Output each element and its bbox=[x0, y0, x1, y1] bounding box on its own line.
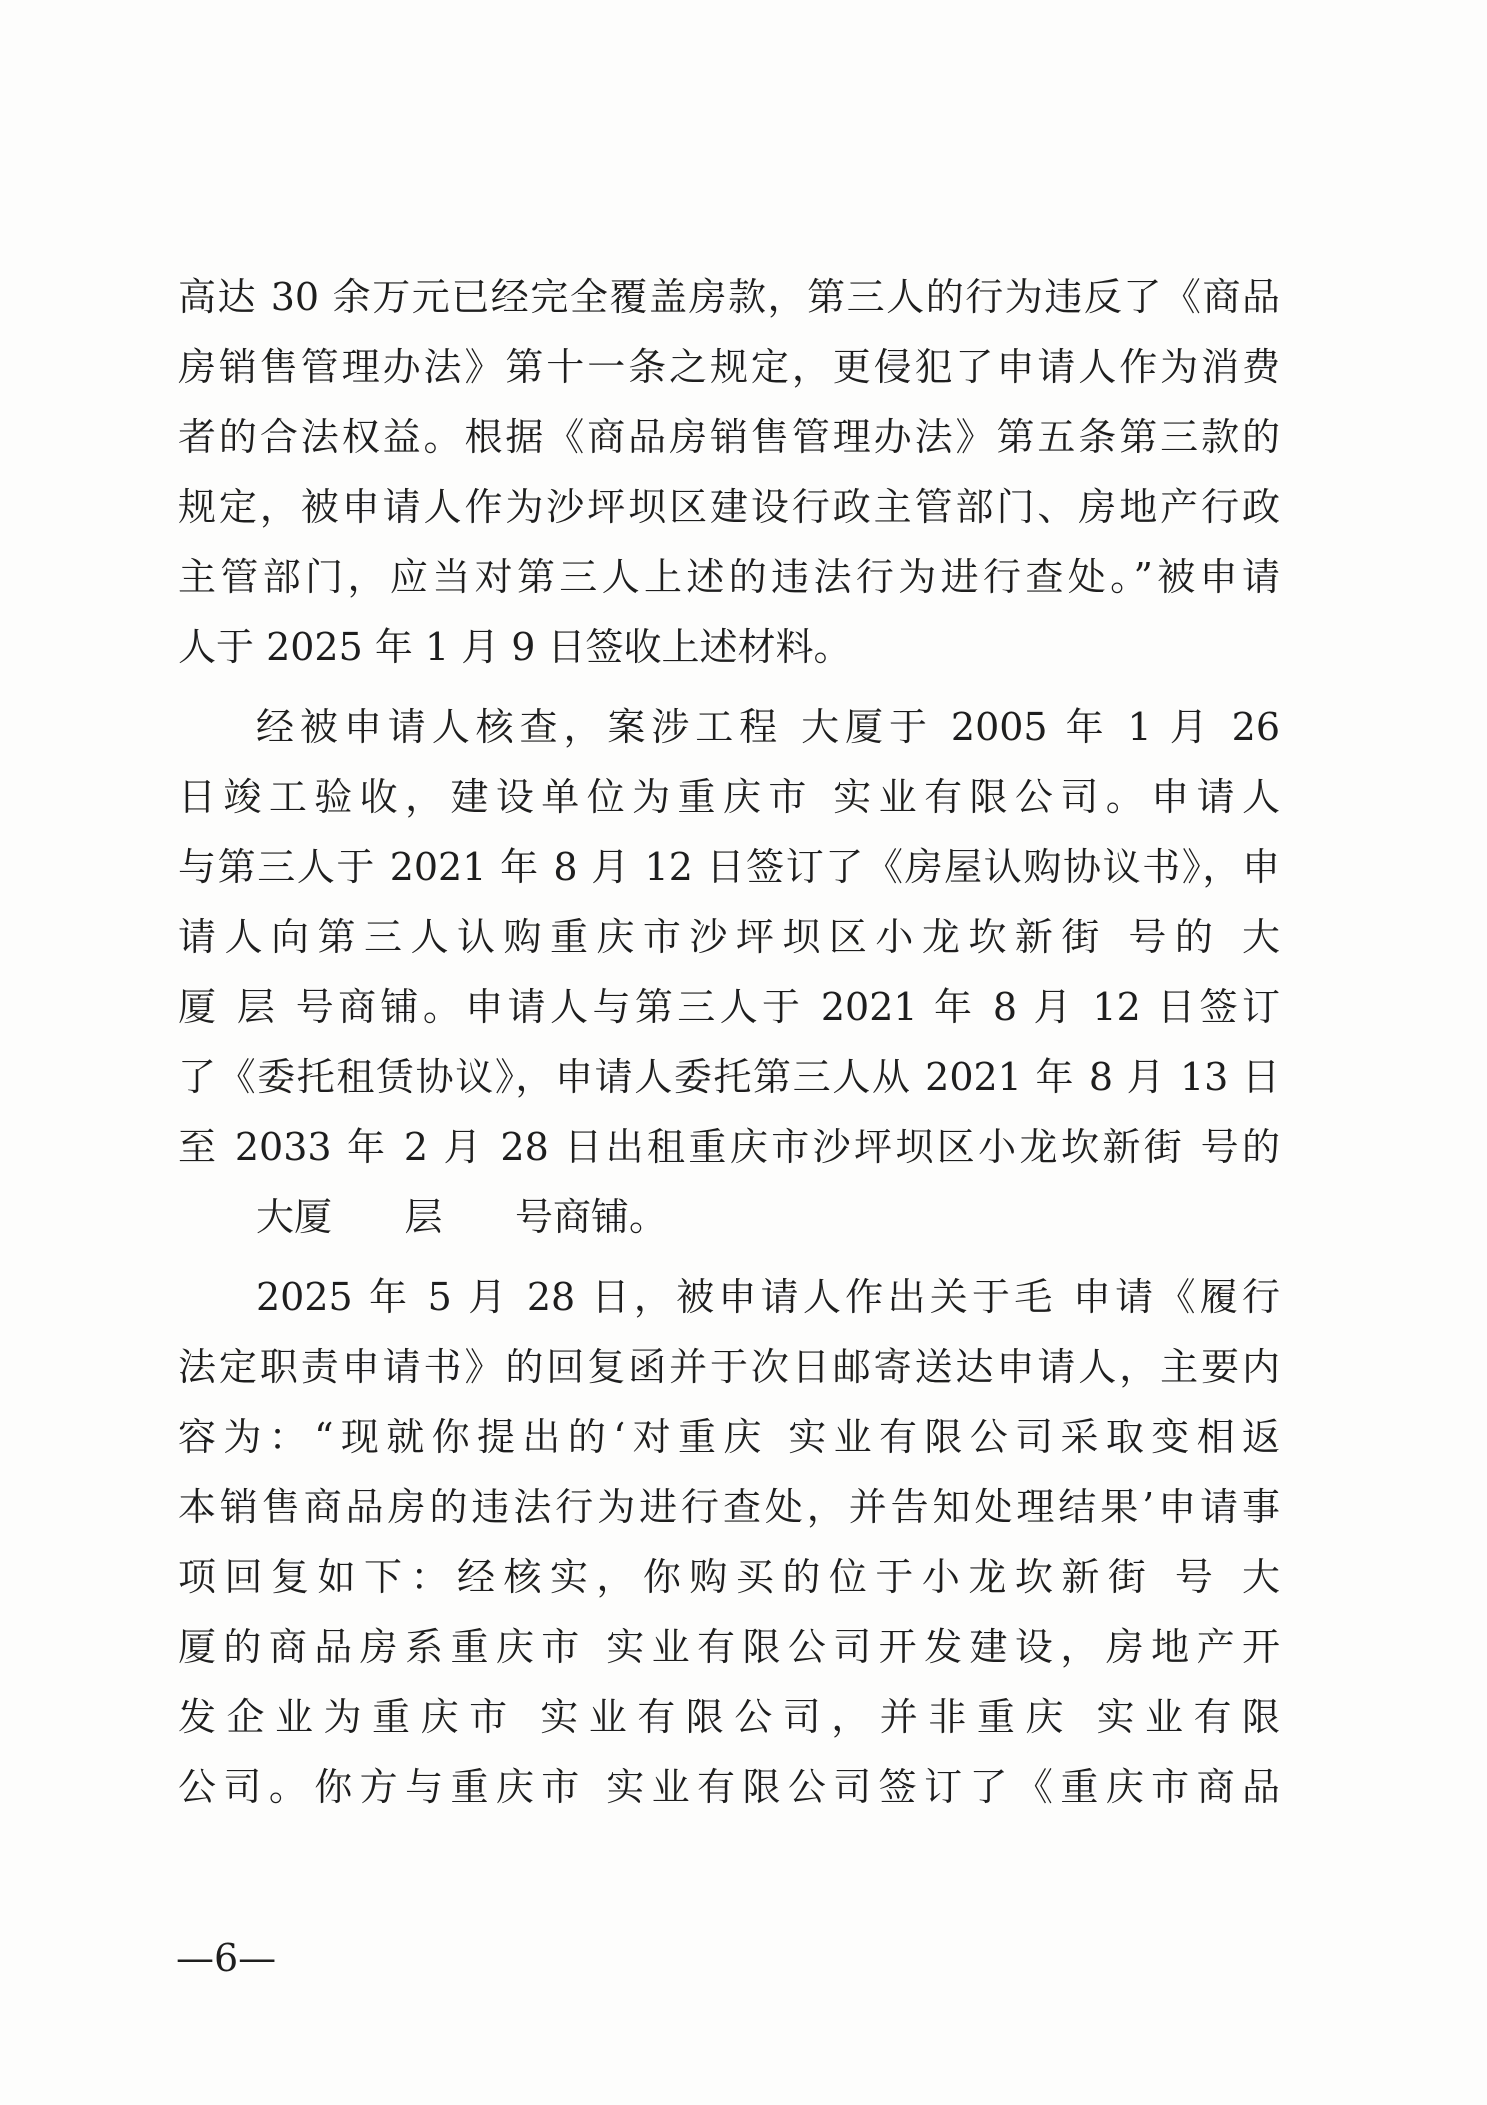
paragraph-2-line-4: 请人向第三人认购重庆市沙坪坝区小龙坎新街 号的 大 bbox=[178, 915, 1280, 959]
page-number: —6— bbox=[176, 1936, 277, 1980]
paragraph-3-line-1: 2025 年 5 月 28 日，被申请人作出关于毛 申请《履行 bbox=[256, 1275, 1280, 1319]
paragraph-3-line-8: 公司。你方与重庆市 实业有限公司签订了《重庆市商品 bbox=[178, 1765, 1280, 1809]
paragraph-2-line-8: 大厦 层 号商铺。 bbox=[256, 1195, 667, 1239]
paragraph-1-line-6: 人于 2025 年 1 月 9 日签收上述材料。 bbox=[178, 625, 852, 669]
paragraph-2-line-3: 与第三人于 2021 年 8 月 12 日签订了《房屋认购协议书》，申 bbox=[178, 845, 1280, 889]
paragraph-1-line-4: 规定，被申请人作为沙坪坝区建设行政主管部门、房地产行政 bbox=[178, 485, 1280, 529]
paragraph-3-line-7: 发企业为重庆市 实业有限公司，并非重庆 实业有限 bbox=[178, 1695, 1280, 1739]
paragraph-3-line-2: 法定职责申请书》的回复函并于次日邮寄送达申请人，主要内 bbox=[178, 1345, 1280, 1389]
paragraph-2-line-2: 日竣工验收，建设单位为重庆市 实业有限公司。申请人 bbox=[178, 775, 1280, 819]
paragraph-1-line-3: 者的合法权益。根据《商品房销售管理办法》第五条第三款的 bbox=[178, 415, 1280, 459]
paragraph-3-line-4: 本销售商品房的违法行为进行查处，并告知处理结果’申请事 bbox=[178, 1485, 1280, 1529]
paragraph-2-line-5: 厦 层 号商铺。申请人与第三人于 2021 年 8 月 12 日签订 bbox=[178, 985, 1280, 1029]
paragraph-2-line-7: 至 2033 年 2 月 28 日出租重庆市沙坪坝区小龙坎新街 号的 bbox=[178, 1125, 1280, 1169]
paragraph-1-line-1: 高达 30 余万元已经完全覆盖房款，第三人的行为违反了《商品 bbox=[178, 275, 1280, 319]
paragraph-3-line-6: 厦的商品房系重庆市 实业有限公司开发建设，房地产开 bbox=[178, 1625, 1280, 1669]
paragraph-1-line-5: 主管部门，应当对第三人上述的违法行为进行查处。”被申请 bbox=[178, 555, 1280, 599]
paragraph-3-line-3: 容为：“现就你提出的‘对重庆 实业有限公司采取变相返 bbox=[178, 1415, 1280, 1459]
paragraph-1-line-2: 房销售管理办法》第十一条之规定，更侵犯了申请人作为消费 bbox=[178, 345, 1280, 389]
paragraph-2-line-1: 经被申请人核查，案涉工程 大厦于 2005 年 1 月 26 bbox=[256, 705, 1280, 749]
paragraph-3-line-5: 项回复如下：经核实，你购买的位于小龙坎新街 号 大 bbox=[178, 1555, 1280, 1599]
paragraph-2-line-6: 了《委托租赁协议》，申请人委托第三人从 2021 年 8 月 13 日 bbox=[178, 1055, 1280, 1099]
